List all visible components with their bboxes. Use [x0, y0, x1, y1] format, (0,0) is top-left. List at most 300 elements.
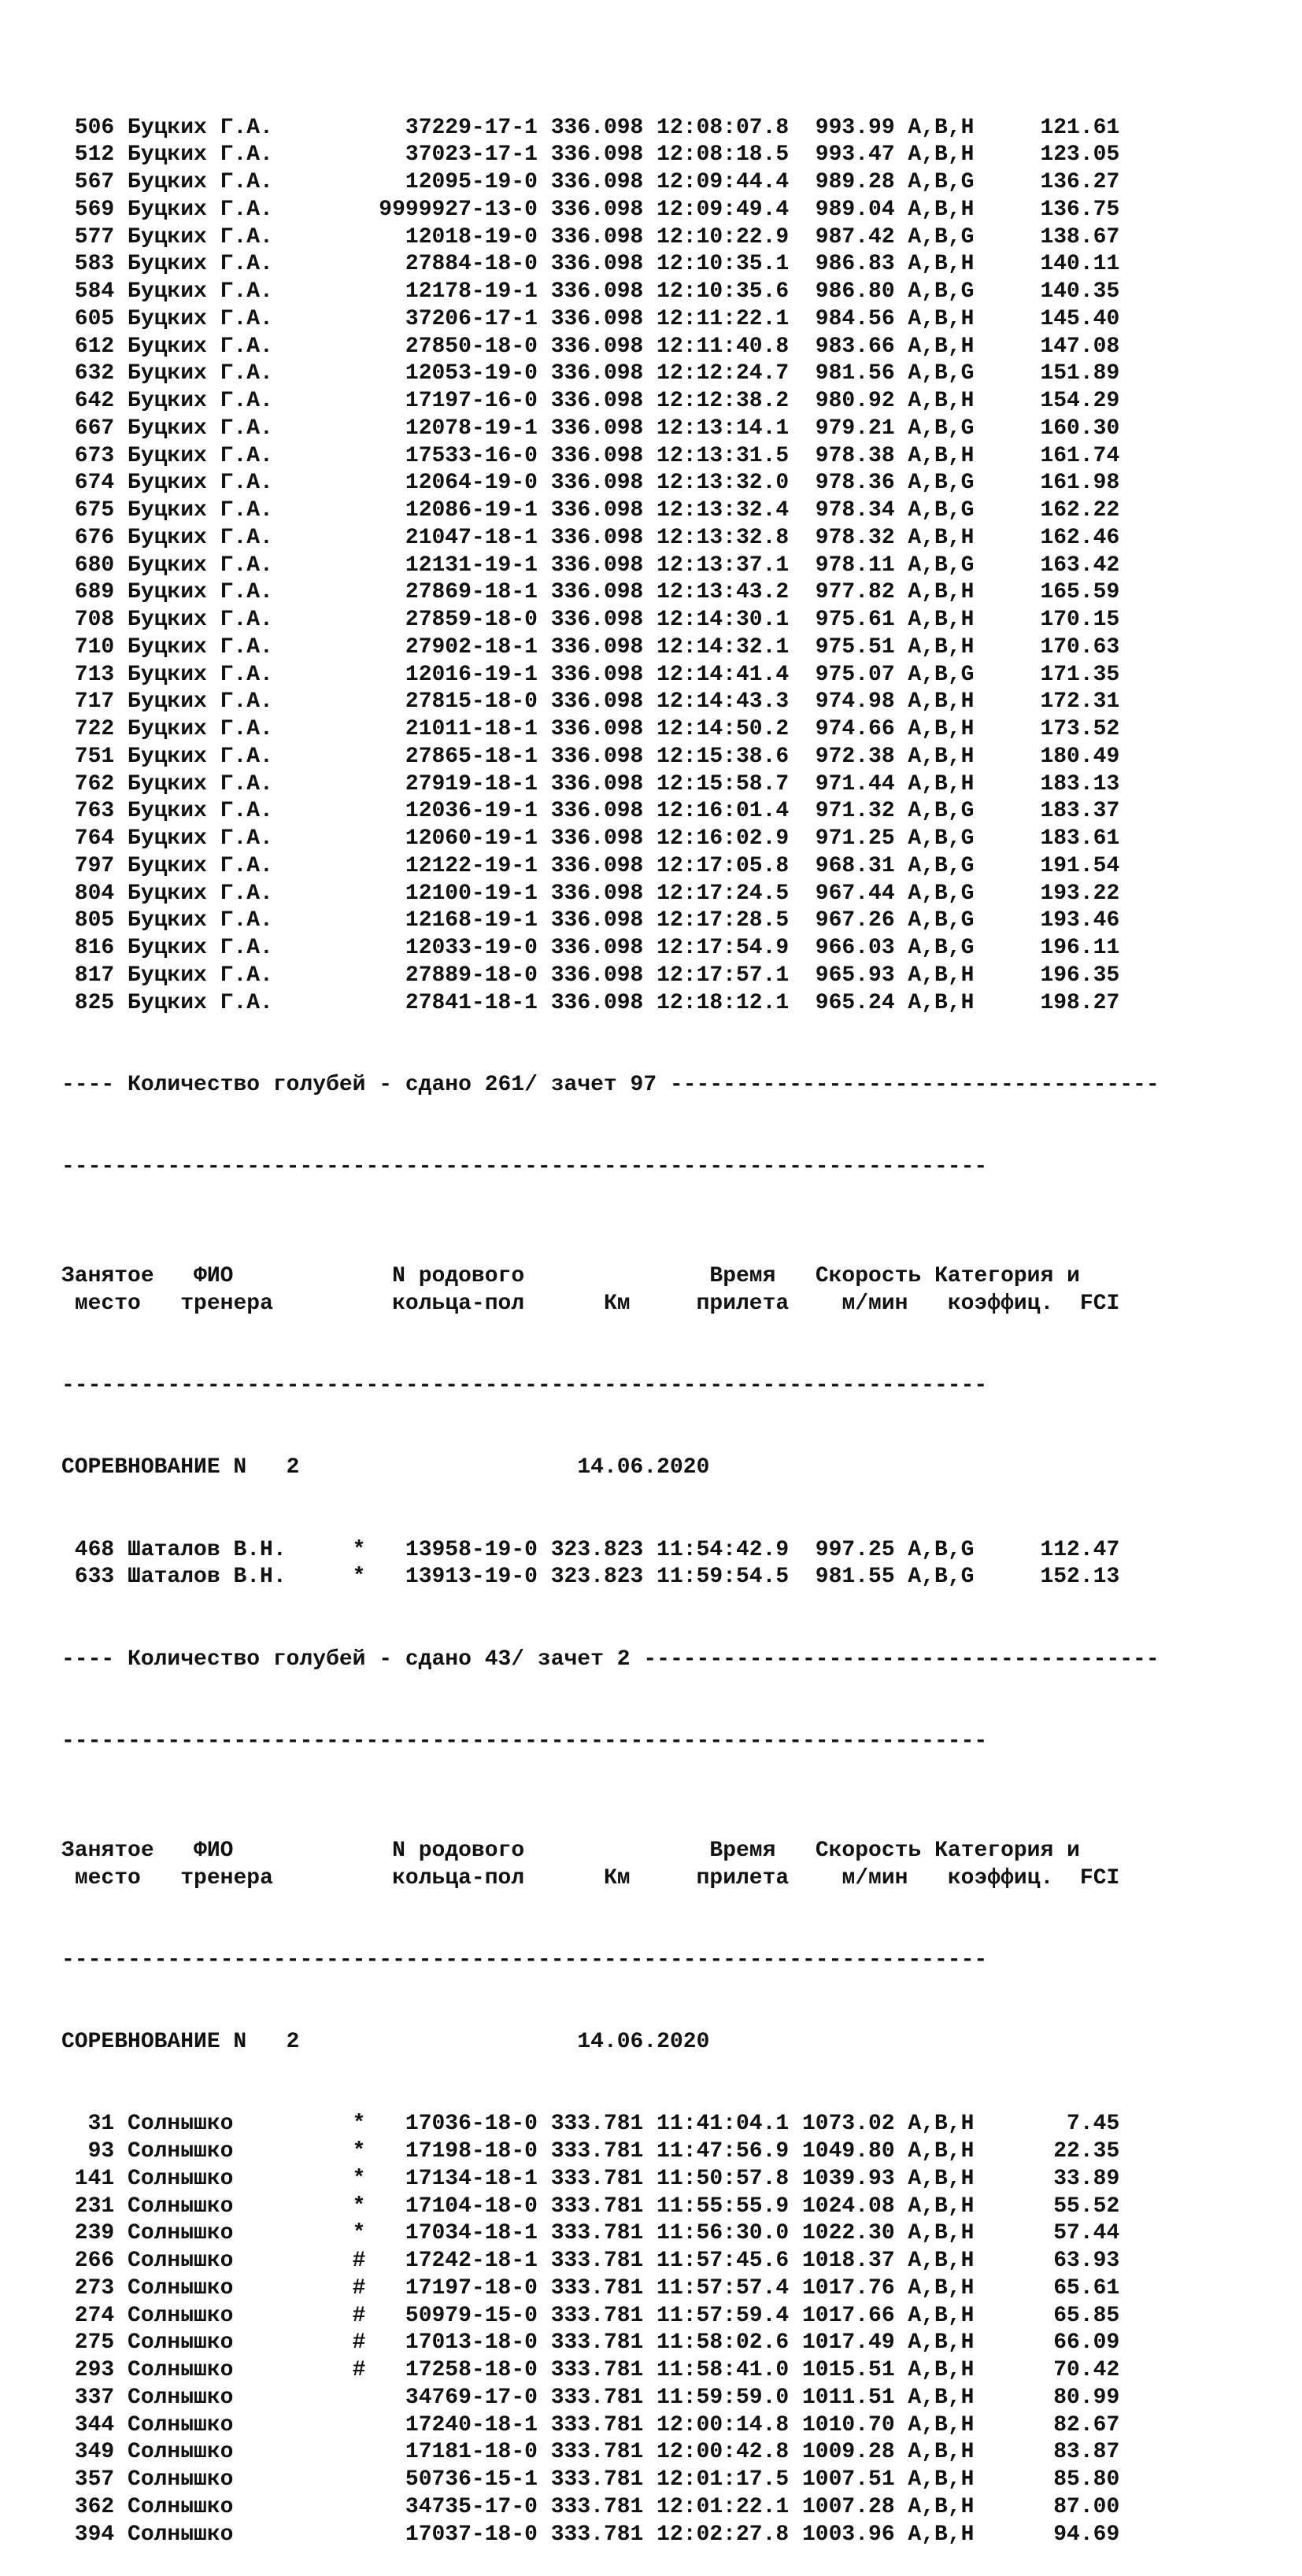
table-row	[61, 224, 1258, 252]
cell-km: 333.781	[550, 2249, 657, 2273]
cell-place: 583	[61, 252, 128, 277]
cell-km: 336.098	[550, 334, 657, 359]
results-block-shatalov	[61, 1537, 1258, 1592]
cell-ring: 50736-15-1	[365, 2467, 551, 2492]
cell-km: 336.098	[550, 936, 657, 960]
cell-cat: A,B,G	[908, 361, 1001, 386]
summary-line-2: ---- Количество голубей - сдано 43/ зачет 2 ---------------------------------------	[61, 1646, 1160, 1672]
cell-fci: 63.93	[1001, 2249, 1120, 2273]
cell-fci: 121.61	[1001, 115, 1120, 140]
header-label: ФИО	[194, 1838, 234, 1863]
cell-ring: 34769-17-0	[365, 2385, 551, 2410]
cell-time: 11:54:42.9	[657, 1537, 802, 1562]
cell-cat: A,B,H	[908, 2412, 1001, 2437]
cell-time: 12:01:22.1	[657, 2494, 802, 2519]
cell-mark: #	[352, 2249, 366, 2273]
cell-place: 762	[61, 771, 128, 796]
table-row	[61, 826, 1258, 853]
cell-km: 336.098	[550, 224, 657, 249]
header-label: FCI	[1079, 1291, 1120, 1316]
cell-name: Солнышко	[128, 2494, 353, 2519]
cell-place: 349	[61, 2440, 128, 2465]
table-row	[61, 744, 1258, 771]
cell-name: Солнышко	[128, 2467, 353, 2492]
cell-speed: 975.07	[802, 662, 908, 687]
table-row	[61, 990, 1258, 1018]
table-row	[61, 579, 1258, 607]
cell-km: 333.781	[550, 2385, 657, 2410]
cell-speed: 993.47	[802, 142, 908, 168]
table-row	[61, 881, 1258, 908]
cell-place: 362	[61, 2494, 128, 2519]
cell-name: Буцких Г.А.	[128, 771, 353, 796]
cell-name: Буцких Г.А.	[128, 908, 353, 933]
cell-cat: A,B,H	[908, 2139, 1001, 2164]
cell-speed: 1003.96	[802, 2522, 908, 2547]
cell-time: 12:13:37.1	[657, 553, 802, 578]
cell-km: 336.098	[550, 744, 657, 769]
cell-name: Буцких Г.А.	[128, 170, 353, 194]
cell-time: 12:09:44.4	[657, 170, 802, 194]
table-row	[61, 360, 1258, 388]
cell-time: 12:15:38.6	[657, 744, 802, 769]
cell-mark	[353, 963, 366, 988]
cell-fci: 154.29	[1001, 389, 1120, 413]
cell-time: 12:13:32.0	[657, 471, 802, 496]
table-row	[61, 2275, 1258, 2303]
cell-time: 12:10:35.1	[657, 252, 802, 277]
cell-cat: A,B,G	[908, 662, 1001, 687]
table-row	[61, 306, 1258, 334]
cell-km: 336.098	[550, 471, 657, 496]
cell-mark	[353, 389, 366, 413]
cell-cat: A,B,G	[908, 799, 1001, 824]
cell-mark	[353, 2386, 366, 2410]
cell-name: Шаталов В.Н.	[128, 1537, 353, 1562]
table-row	[61, 115, 1258, 142]
cell-mark	[353, 2467, 366, 2492]
cell-place: 667	[61, 416, 128, 441]
cell-place: 713	[61, 662, 128, 687]
separator-line: ----------------------------------------------------------------------	[61, 1728, 988, 1754]
table-row	[61, 525, 1258, 553]
header-label: место	[74, 1865, 141, 1890]
cell-place: 674	[61, 471, 128, 496]
cell-cat: A,B,G	[908, 1537, 1001, 1562]
cell-ring: 27884-18-0	[365, 252, 551, 277]
cell-time: 11:41:04.1	[657, 2112, 802, 2137]
cell-speed: 978.34	[802, 498, 908, 523]
cell-time: 12:17:28.5	[657, 908, 802, 933]
cell-cat: A,B,G	[908, 936, 1001, 960]
cell-ring: 17037-18-0	[365, 2522, 551, 2547]
cell-place: 239	[61, 2221, 128, 2246]
cell-name: Буцких Г.А.	[128, 826, 353, 851]
cell-time: 12:14:32.1	[657, 634, 802, 660]
cell-fci: 162.22	[1001, 498, 1120, 523]
cell-time: 12:02:27.8	[657, 2522, 802, 2547]
cell-km: 333.781	[550, 2193, 657, 2219]
cell-cat: A,B,G	[908, 1565, 1001, 1590]
cell-fci: 136.75	[1001, 197, 1120, 222]
cell-km: 336.098	[550, 799, 657, 824]
cell-time: 11:59:59.0	[657, 2385, 802, 2410]
cell-ring: 27859-18-0	[365, 608, 551, 632]
cell-mark	[353, 416, 366, 441]
cell-name: Солнышко	[128, 2358, 353, 2382]
cell-place: 680	[61, 553, 128, 578]
cell-place: 357	[61, 2467, 128, 2492]
cell-km: 336.098	[550, 115, 657, 140]
cell-ring: 27841-18-1	[365, 990, 551, 1015]
header-line	[61, 1291, 1258, 1318]
cell-km: 333.781	[550, 2522, 657, 2547]
header-label: коэффиц.	[947, 1865, 1054, 1890]
cell-ring: 12033-19-0	[365, 936, 551, 960]
cell-fci: 193.46	[1001, 908, 1120, 933]
cell-place: 31	[61, 2112, 128, 2137]
cell-cat: A,B,H	[908, 334, 1001, 359]
cell-cat: A,B,G	[908, 853, 1001, 878]
header-label: N родового	[392, 1264, 525, 1288]
cell-mark	[353, 580, 366, 604]
cell-speed: 971.32	[802, 799, 908, 824]
cell-place: 817	[61, 963, 128, 988]
summary-text: Количество голубей - сдано 261/ зачет 97	[128, 1072, 657, 1097]
cell-mark	[353, 717, 366, 741]
table-row	[61, 798, 1258, 826]
cell-km: 336.098	[550, 498, 657, 523]
cell-speed: 965.93	[802, 963, 908, 988]
cell-place: 764	[61, 826, 128, 851]
cell-speed: 1018.37	[802, 2249, 908, 2273]
cell-name: Буцких Г.А.	[128, 525, 353, 550]
cell-mark	[353, 936, 366, 960]
cell-name: Буцких Г.А.	[128, 306, 353, 331]
cell-fci: 196.35	[1001, 963, 1120, 988]
cell-km: 333.781	[550, 2112, 657, 2137]
table-row	[61, 2412, 1258, 2440]
cell-cat: A,B,H	[908, 2303, 1001, 2328]
cell-place: 751	[61, 744, 128, 769]
cell-speed: 1039.93	[802, 2166, 908, 2191]
cell-mark	[353, 498, 366, 523]
cell-fci: 136.27	[1001, 170, 1120, 194]
cell-ring: 17013-18-0	[365, 2330, 551, 2356]
cell-ring: 21047-18-1	[365, 525, 551, 550]
cell-fci: 55.52	[1001, 2193, 1120, 2219]
cell-km: 333.781	[550, 2440, 657, 2465]
cell-mark	[353, 170, 366, 194]
header-label: тренера	[180, 1865, 273, 1890]
table-row	[61, 607, 1258, 634]
table-row	[61, 470, 1258, 497]
separator-line: ----------------------------------------------------------------------	[61, 1155, 988, 1179]
cell-name: Буцких Г.А.	[128, 608, 353, 632]
cell-speed: 967.44	[802, 881, 908, 906]
cell-time: 11:50:57.8	[657, 2166, 802, 2191]
header-line	[61, 1838, 1258, 1865]
cell-fci: 82.67	[1001, 2412, 1120, 2437]
table-row	[61, 2494, 1258, 2522]
cell-fci: 140.35	[1001, 279, 1120, 304]
cell-km: 336.098	[550, 908, 657, 933]
cell-km: 333.781	[550, 2330, 657, 2356]
cell-fci: 170.15	[1001, 608, 1120, 632]
cell-time: 12:17:05.8	[657, 853, 802, 878]
cell-mark	[353, 826, 366, 851]
cell-cat: A,B,H	[908, 689, 1001, 715]
competition-title-3: СОРЕВНОВАНИЕ N 2 14.06.2020	[61, 2030, 710, 2054]
table-row	[61, 963, 1258, 990]
summary-line-1: ---- Количество голубей - сдано 261/ зачет 97 -------------------------------------	[61, 1072, 1160, 1097]
cell-ring: 17533-16-0	[365, 443, 551, 468]
cell-fci: 193.22	[1001, 881, 1120, 906]
cell-km: 336.098	[550, 881, 657, 906]
cell-cat: A,B,H	[908, 2166, 1001, 2191]
cell-cat: A,B,H	[908, 2358, 1001, 2382]
cell-km: 336.098	[550, 142, 657, 168]
cell-mark	[353, 116, 366, 140]
cell-ring: 27902-18-1	[365, 634, 551, 660]
cell-cat: A,B,H	[908, 2275, 1001, 2301]
cell-fci: 65.85	[1001, 2303, 1120, 2328]
cell-time: 11:58:41.0	[657, 2358, 802, 2382]
cell-ring: 17036-18-0	[365, 2112, 551, 2137]
cell-fci: 180.49	[1001, 744, 1120, 769]
cell-name: Буцких Г.А.	[128, 279, 353, 304]
cell-mark	[353, 663, 366, 687]
cell-speed: 972.38	[802, 744, 908, 769]
cell-fci: 94.69	[1001, 2522, 1120, 2547]
cell-ring: 17258-18-0	[365, 2358, 551, 2382]
cell-time: 12:09:49.4	[657, 197, 802, 222]
cell-cat: A,B,H	[908, 2494, 1001, 2519]
cell-speed: 1017.76	[802, 2275, 908, 2301]
results-sheet	[61, 60, 1258, 2576]
cell-mark: #	[352, 2303, 366, 2328]
cell-km: 336.098	[550, 443, 657, 468]
cell-place: 710	[61, 634, 128, 660]
cell-speed: 977.82	[802, 580, 908, 605]
cell-speed: 1007.51	[802, 2467, 908, 2492]
table-row	[61, 251, 1258, 279]
cell-ring: 12018-19-0	[365, 224, 551, 249]
cell-mark	[353, 2522, 366, 2547]
cell-name: Буцких Г.А.	[128, 853, 353, 878]
cell-cat: A,B,H	[908, 2440, 1001, 2465]
table-row	[61, 716, 1258, 744]
cell-name: Солнышко	[128, 2412, 353, 2437]
cell-place: 337	[61, 2385, 128, 2410]
cell-mark	[353, 689, 366, 714]
table-row	[61, 388, 1258, 416]
cell-km: 333.781	[550, 2166, 657, 2191]
cell-place: 231	[61, 2193, 128, 2219]
header-label: Скорость	[815, 1838, 922, 1863]
table-row	[61, 2467, 1258, 2494]
header-label: Скорость	[815, 1264, 922, 1288]
cell-name: Солнышко	[128, 2440, 353, 2465]
table-row	[61, 497, 1258, 525]
cell-place: 506	[61, 115, 128, 140]
cell-name: Буцких Г.А.	[128, 361, 353, 386]
cell-name: Буцких Г.А.	[128, 553, 353, 578]
cell-cat: A,B,G	[908, 279, 1001, 304]
table-row	[61, 634, 1258, 662]
cell-km: 336.098	[550, 553, 657, 578]
header-label: Км	[603, 1291, 631, 1316]
cell-time: 12:13:31.5	[657, 443, 802, 468]
cell-speed: 989.28	[802, 170, 908, 194]
cell-ring: 17134-18-1	[365, 2166, 551, 2191]
cell-mark	[353, 854, 366, 878]
column-header	[61, 1263, 1258, 1318]
cell-place: 797	[61, 853, 128, 878]
cell-place: 633	[61, 1565, 128, 1590]
cell-time: 12:13:32.4	[657, 498, 802, 523]
cell-fci: 183.37	[1001, 799, 1120, 824]
cell-name: Буцких Г.А.	[128, 744, 353, 769]
cell-speed: 987.42	[802, 224, 908, 249]
cell-time: 11:57:59.4	[657, 2303, 802, 2328]
table-row	[61, 2111, 1258, 2138]
cell-km: 336.098	[550, 279, 657, 304]
cell-ring: 27919-18-1	[365, 771, 551, 796]
cell-speed: 974.98	[802, 689, 908, 715]
table-row	[61, 689, 1258, 716]
cell-fci: 22.35	[1001, 2139, 1120, 2164]
cell-speed: 993.99	[802, 115, 908, 140]
cell-name: Буцких Г.А.	[128, 936, 353, 960]
cell-mark	[353, 799, 366, 823]
cell-time: 11:59:54.5	[657, 1565, 802, 1590]
cell-cat: A,B,H	[908, 115, 1001, 140]
cell-time: 12:12:38.2	[657, 389, 802, 413]
cell-place: 344	[61, 2412, 128, 2437]
cell-fci: 65.61	[1001, 2275, 1120, 2301]
table-row	[61, 2248, 1258, 2275]
cell-name: Буцких Г.А.	[128, 142, 353, 168]
cell-ring: 27869-18-1	[365, 580, 551, 605]
cell-km: 336.098	[550, 389, 657, 413]
cell-name: Солнышко	[128, 2330, 353, 2356]
cell-mark: *	[352, 1565, 366, 1590]
cell-name: Солнышко	[128, 2249, 353, 2273]
header-label: прилета	[696, 1291, 790, 1316]
cell-name: Буцких Г.А.	[128, 580, 353, 605]
cell-km: 336.098	[550, 689, 657, 715]
cell-speed: 1017.66	[802, 2303, 908, 2328]
cell-name: Буцких Г.А.	[128, 881, 353, 906]
cell-km: 333.781	[550, 2494, 657, 2519]
table-row	[61, 935, 1258, 963]
cell-km: 336.098	[550, 252, 657, 277]
cell-time: 12:14:41.4	[657, 662, 802, 687]
cell-time: 11:58:02.6	[657, 2330, 802, 2356]
cell-ring: 12122-19-1	[365, 853, 551, 878]
cell-time: 12:16:02.9	[657, 826, 802, 851]
cell-ring: 17197-16-0	[365, 389, 551, 413]
cell-km: 336.098	[550, 634, 657, 660]
cell-fci: 123.05	[1001, 142, 1120, 168]
cell-place: 93	[61, 2139, 128, 2164]
cell-ring: 13913-19-0	[365, 1565, 551, 1590]
cell-speed: 1022.30	[802, 2221, 908, 2246]
cell-ring: 27865-18-1	[365, 744, 551, 769]
cell-name: Буцких Г.А.	[128, 990, 353, 1015]
cell-time: 12:14:43.3	[657, 689, 802, 715]
competition-date: 14.06.2020	[577, 1455, 710, 1480]
cell-ring: 12178-19-1	[365, 279, 551, 304]
cell-ring: 17242-18-1	[365, 2249, 551, 2273]
cell-cat: A,B,G	[908, 498, 1001, 523]
cell-km: 336.098	[550, 771, 657, 796]
cell-speed: 1010.70	[802, 2412, 908, 2437]
table-row	[61, 169, 1258, 197]
cell-ring: 37023-17-1	[365, 142, 551, 168]
cell-km: 323.823	[550, 1565, 657, 1590]
cell-ring: 27815-18-0	[365, 689, 551, 715]
cell-cat: A,B,H	[908, 990, 1001, 1015]
cell-place: 689	[61, 580, 128, 605]
cell-time: 12:15:58.7	[657, 771, 802, 796]
cell-cat: A,B,G	[908, 908, 1001, 933]
cell-place: 266	[61, 2249, 128, 2273]
cell-place: 632	[61, 361, 128, 386]
header-label: Время	[709, 1838, 776, 1863]
cell-ring: 12064-19-0	[365, 471, 551, 496]
cell-km: 323.823	[550, 1537, 657, 1562]
cell-fci: 57.44	[1001, 2221, 1120, 2246]
cell-km: 333.781	[550, 2275, 657, 2301]
cell-speed: 997.25	[802, 1537, 908, 1562]
cell-name: Солнышко	[128, 2221, 353, 2246]
header-label: место	[74, 1291, 141, 1316]
cell-name: Солнышко	[128, 2112, 353, 2137]
table-row	[61, 2522, 1258, 2549]
table-row	[61, 443, 1258, 471]
table-row	[61, 1537, 1258, 1565]
cell-ring: 12078-19-1	[365, 416, 551, 441]
cell-ring: 34735-17-0	[365, 2494, 551, 2519]
table-row	[61, 279, 1258, 306]
cell-name: Буцких Г.А.	[128, 471, 353, 496]
cell-time: 12:13:32.8	[657, 525, 802, 550]
cell-place: 512	[61, 142, 128, 168]
header-label: Категория и	[934, 1838, 1080, 1863]
cell-fci: 83.87	[1001, 2440, 1120, 2465]
cell-speed: 974.66	[802, 717, 908, 741]
cell-name: Буцких Г.А.	[128, 689, 353, 715]
cell-mark	[353, 361, 366, 386]
header-label: Км	[603, 1865, 631, 1890]
cell-speed: 989.04	[802, 197, 908, 222]
cell-mark	[353, 252, 366, 276]
cell-speed: 978.11	[802, 553, 908, 578]
cell-time: 11:47:56.9	[657, 2139, 802, 2164]
cell-mark	[353, 307, 366, 331]
cell-cat: A,B,H	[908, 744, 1001, 769]
cell-time: 12:11:22.1	[657, 306, 802, 331]
header-label: м/мин	[841, 1865, 908, 1890]
cell-mark	[353, 2413, 366, 2437]
cell-cat: A,B,H	[908, 525, 1001, 550]
cell-time: 11:57:57.4	[657, 2275, 802, 2301]
cell-mark: *	[352, 2166, 366, 2191]
table-row	[61, 771, 1258, 799]
header-line	[61, 1865, 1258, 1893]
